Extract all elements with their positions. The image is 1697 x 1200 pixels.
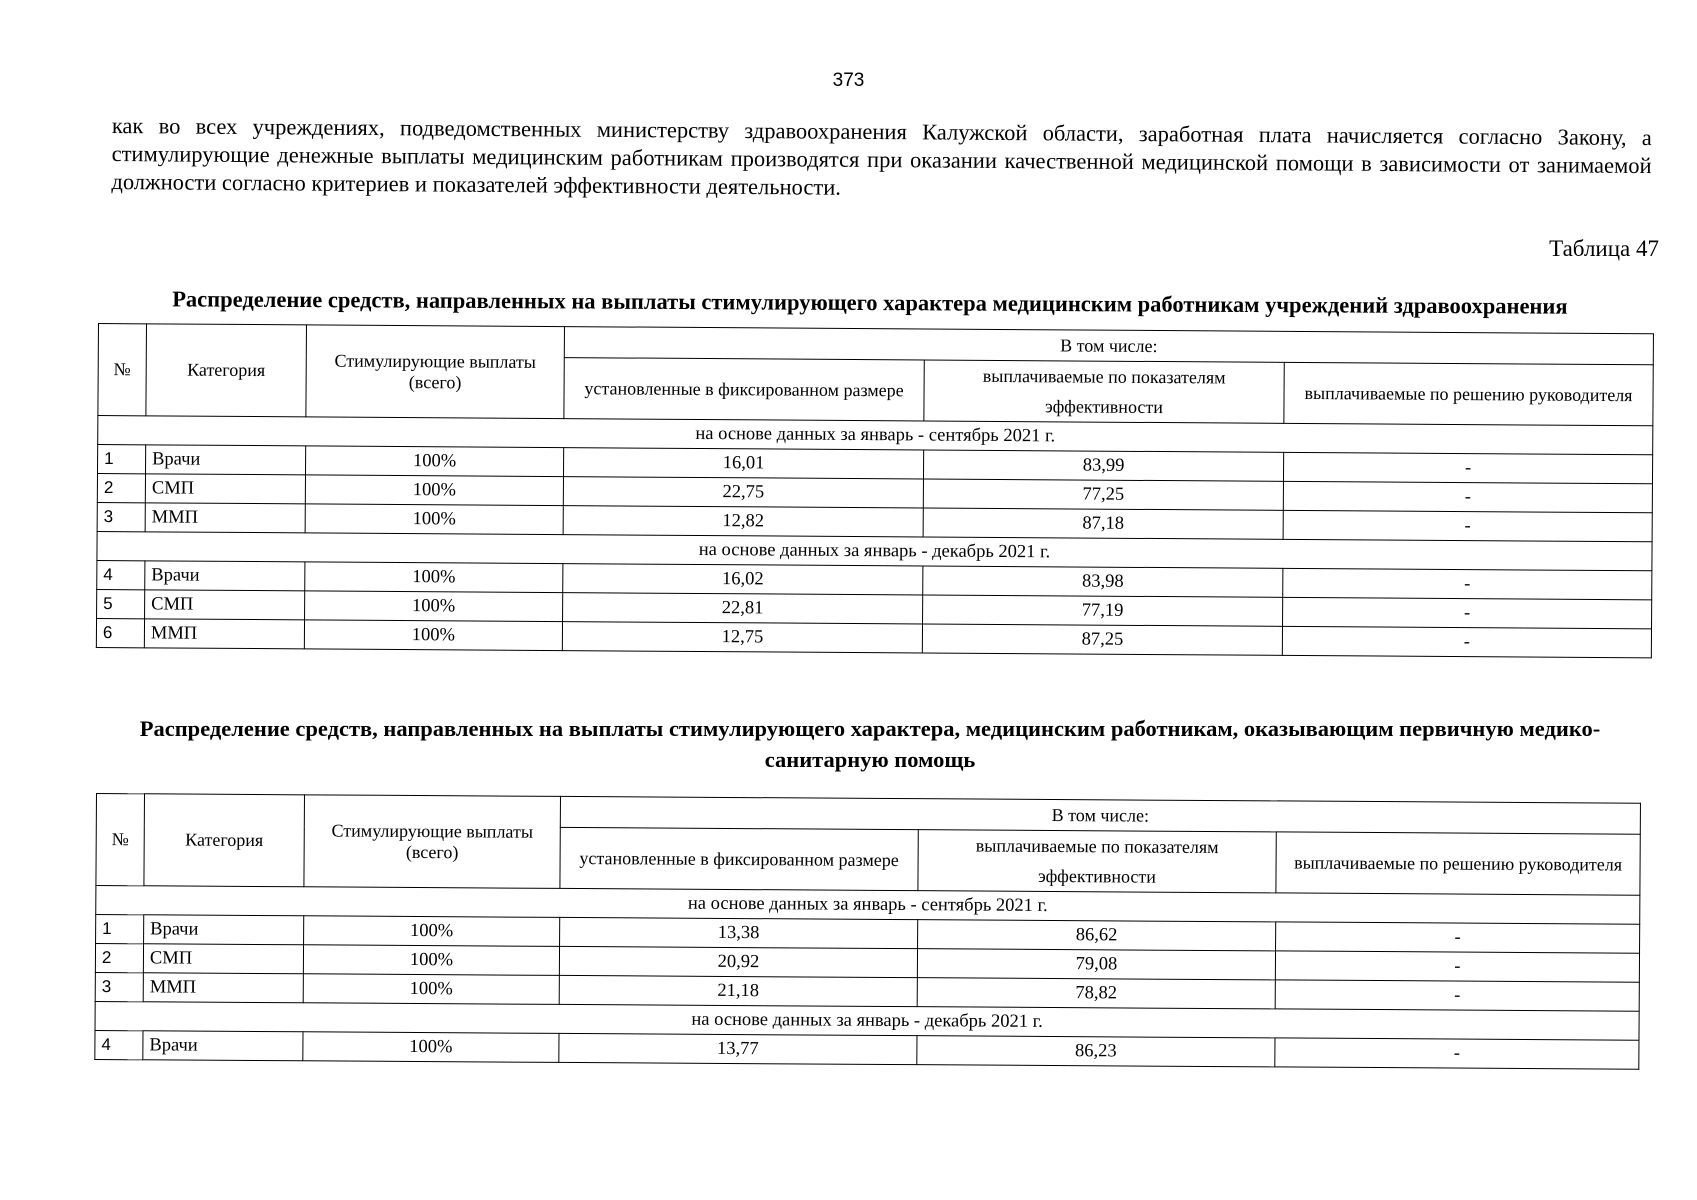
cell-manager: - bbox=[1276, 922, 1640, 953]
cell-total: 100% bbox=[305, 446, 563, 477]
cell-category: Врачи bbox=[146, 445, 306, 475]
cell-performance: 83,98 bbox=[923, 566, 1283, 597]
header-including: В том числе: bbox=[560, 796, 1640, 834]
cell-fixed: 22,81 bbox=[563, 593, 923, 624]
section-period: на основе данных за январь - сентябрь 2021 г. bbox=[96, 886, 1640, 925]
header-num: № bbox=[96, 794, 145, 886]
table2 bbox=[94, 793, 1641, 1070]
cell-performance: 79,08 bbox=[917, 949, 1275, 980]
cell-category: ММП bbox=[144, 619, 304, 649]
cell-fixed: 13,77 bbox=[559, 1033, 917, 1064]
cell-manager: - bbox=[1275, 951, 1639, 982]
cell-performance: 86,23 bbox=[917, 1036, 1275, 1067]
cell-manager: - bbox=[1283, 481, 1652, 512]
cell-manager: - bbox=[1283, 597, 1652, 628]
section-period: на основе данных за январь - декабрь 2021 г. bbox=[95, 1001, 1639, 1040]
cell-performance: 78,82 bbox=[917, 978, 1275, 1009]
cell-num: 3 bbox=[97, 502, 145, 531]
table1 bbox=[96, 323, 1654, 658]
section-period: на основе данных за январь - сентябрь 2021 г. bbox=[98, 416, 1653, 455]
header-manager: выплачиваемые по решению руководителя bbox=[1284, 362, 1653, 425]
cell-manager: - bbox=[1275, 1038, 1639, 1069]
header-total: Стимулирующие выплаты (всего) bbox=[304, 795, 561, 889]
cell-manager: - bbox=[1283, 510, 1652, 541]
cell-manager: - bbox=[1275, 980, 1639, 1011]
cell-num: 6 bbox=[96, 618, 144, 647]
cell-num: 4 bbox=[95, 1030, 143, 1059]
header-category: Категория bbox=[146, 324, 307, 417]
cell-num: 5 bbox=[97, 589, 145, 618]
cell-num: 1 bbox=[96, 915, 144, 944]
section-period: на основе данных за январь - декабрь 2021 г. bbox=[97, 531, 1652, 570]
cell-total: 100% bbox=[305, 591, 563, 622]
cell-category: Врачи bbox=[145, 561, 305, 591]
cell-fixed: 22,75 bbox=[563, 477, 923, 508]
cell-performance: 87,25 bbox=[922, 624, 1282, 655]
cell-performance: 77,25 bbox=[923, 479, 1283, 510]
cell-total: 100% bbox=[304, 620, 562, 651]
cell-fixed: 12,82 bbox=[563, 506, 923, 537]
header-category: Категория bbox=[144, 794, 305, 887]
page-number: 373 bbox=[832, 70, 865, 91]
header-fixed: установленные в фиксированном размере bbox=[564, 358, 924, 421]
cell-num: 4 bbox=[97, 560, 145, 589]
header-total: Стимулирующие выплаты (всего) bbox=[306, 325, 565, 419]
cell-performance: 87,18 bbox=[923, 508, 1283, 539]
cell-fixed: 20,92 bbox=[559, 946, 917, 977]
cell-performance: 77,19 bbox=[923, 595, 1283, 626]
cell-num: 2 bbox=[97, 474, 145, 503]
cell-manager: - bbox=[1283, 452, 1652, 483]
cell-fixed: 16,01 bbox=[563, 448, 923, 479]
header-performance: выплачиваемые по показателям эффективности bbox=[924, 360, 1284, 423]
cell-manager: - bbox=[1283, 568, 1652, 599]
cell-total: 100% bbox=[303, 974, 559, 1005]
cell-total: 100% bbox=[305, 504, 563, 535]
header-performance: выплачиваемые по показателям эффективности bbox=[918, 830, 1276, 893]
header-fixed: установленные в фиксированном размере bbox=[560, 827, 918, 890]
header-num: № bbox=[98, 324, 147, 416]
cell-total: 100% bbox=[304, 916, 560, 947]
cell-category: ММП bbox=[145, 503, 305, 533]
cell-category: СМП bbox=[145, 590, 305, 620]
cell-fixed: 13,38 bbox=[560, 917, 918, 948]
cell-total: 100% bbox=[303, 945, 559, 976]
cell-category: ММП bbox=[143, 973, 303, 1003]
table2-title: Распределение средств, направленных на выплаты стимулирующего характера, медицинским работникам, оказывающим первичную медико-санитарную помощь bbox=[139, 716, 1601, 772]
header-including: В том числе: bbox=[564, 327, 1653, 365]
cell-category: СМП bbox=[145, 474, 305, 504]
cell-num: 2 bbox=[95, 944, 143, 973]
cell-performance: 86,62 bbox=[918, 920, 1276, 951]
cell-fixed: 16,02 bbox=[563, 564, 923, 595]
cell-fixed: 21,18 bbox=[559, 975, 917, 1006]
cell-category: СМП bbox=[143, 944, 303, 974]
cell-category: Врачи bbox=[143, 1031, 303, 1061]
cell-total: 100% bbox=[303, 1032, 559, 1063]
cell-performance: 83,99 bbox=[923, 450, 1283, 481]
cell-total: 100% bbox=[305, 562, 563, 593]
cell-num: 3 bbox=[95, 972, 143, 1001]
cell-total: 100% bbox=[305, 475, 563, 506]
cell-fixed: 12,75 bbox=[562, 622, 922, 653]
intro-paragraph: как во всех учреждениях, подведомственных министерству здравоохранения Калужской области, заработная плата начисляется согласно Закону, а стимулирующие денежные выплаты медицинским работникам производятся при оказании качественной медицинской помощи в зависимости от занимаемой должности согласно критериев и показателей эффективности деятельности. bbox=[111, 112, 1652, 200]
table-label: Таблица 47 bbox=[1549, 236, 1659, 261]
header-manager: выплачиваемые по решению руководителя bbox=[1276, 832, 1640, 895]
cell-num: 1 bbox=[98, 445, 146, 474]
table1-title: Распределение средств, направленных на выплаты стимулирующего характера медицинским работникам учреждений здравоохранения bbox=[172, 286, 1568, 319]
cell-manager: - bbox=[1282, 626, 1651, 657]
cell-category: Врачи bbox=[144, 915, 304, 945]
